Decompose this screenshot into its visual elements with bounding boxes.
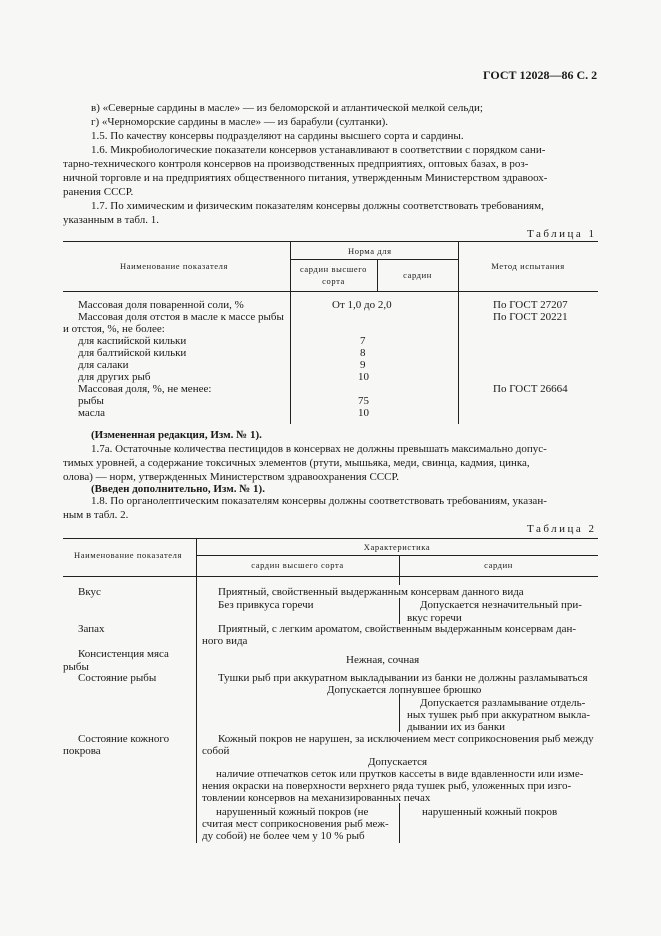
- table2-skin-line2: собой: [202, 745, 230, 757]
- table2-row-taste-name: Вкус: [78, 586, 101, 598]
- para-1-6-line3: ничной торговле и на предприятиях общественного питания, утвержденным Министерством здравоох-: [63, 172, 548, 184]
- para-1-7a-line3: олова) — норм, утвержденных Министерством здравоохранения СССР.: [63, 471, 399, 483]
- table1-row-value: 7: [360, 335, 366, 347]
- table1-row-name: Массовая доля отстоя в масле к массе рыбы: [78, 311, 284, 323]
- table1-row-name: для салаки: [78, 359, 129, 371]
- table2-skin-line1: Кожный покров не нарушен, за исключением мест соприкосновения рыб между: [218, 733, 594, 745]
- table1-row-value: 10: [358, 371, 369, 383]
- table2-header-name: Наименование показателя: [74, 550, 183, 560]
- table2-texture-value: Нежная, сочная: [346, 654, 420, 666]
- para-1-8-line2: ным в табл. 2.: [63, 509, 129, 521]
- table1-row-value: 8: [360, 347, 366, 359]
- table2-row-smell-name: Запах: [78, 623, 105, 635]
- table2-skin-premium-line1: нарушенный кожный покров (не: [216, 806, 369, 818]
- table2-fish-sardines-line3: дывании их из банки: [407, 721, 506, 733]
- table2-header-characteristic: Характеристика: [363, 542, 431, 552]
- table2-skin-marks-line2: нения окраски на поверхности верхнего ряда тушек рыб, уложенных при изго-: [202, 780, 572, 792]
- para-v: в) «Северные сардины в масле» — из беломорской и атлантической мелкой сельди;: [91, 102, 483, 114]
- table1-row-method: По ГОСТ 27207: [493, 299, 568, 311]
- table2-header-sardines: сардин: [484, 560, 513, 570]
- para-1-5: 1.5. По качеству консервы подразделяют на сардины высшего сорта и сардины.: [91, 130, 464, 142]
- table2-taste-premium: Без привкуса горечи: [218, 599, 314, 611]
- table2-taste-sardines-line1: Допускается незначительный при-: [420, 599, 582, 611]
- table2-smell-line2: ного вида: [202, 635, 248, 647]
- table1-row-name: рыбы: [78, 395, 104, 407]
- table2-row-fish-name: Состояние рыбы: [78, 672, 157, 684]
- table1-row-method: По ГОСТ 20221: [493, 311, 568, 323]
- table1-header-name: Наименование показателя: [120, 261, 229, 271]
- table2-row-skin-name: Состояние кожного: [78, 733, 170, 745]
- para-1-6-line1: 1.6. Микробиологические показатели консервов устанавливают в соответствии с порядком сани-: [91, 144, 546, 156]
- table1-row-value: 75: [358, 395, 369, 407]
- table1-row-name: масла: [78, 407, 106, 419]
- para-1-6-line2: тарно-технического контроля консервов на производственных предприятиях, оптовых базах, в роз-: [63, 158, 529, 170]
- page-header: ГОСТ 12028—86 С. 2: [483, 68, 598, 82]
- table1-header-premium-2: сорта: [322, 276, 345, 286]
- table2-fish-both: Допускается лопнувшее брюшко: [327, 684, 482, 696]
- para-g: г) «Черноморские сардины в масле» — из барабули (султанки).: [91, 116, 388, 128]
- table2-fish-sardines-line1: Допускается разламывание отдель-: [420, 697, 586, 709]
- table1-label: Таблица 1: [527, 228, 597, 240]
- table2-taste-both: Приятный, свойственный выдержанным консервам данного вида: [218, 586, 524, 598]
- table2-smell-line1: Приятный, с легким ароматом, свойственным выдержанным консервам дан-: [218, 623, 577, 635]
- table1-row-name: и отстоя, %, не более:: [63, 323, 165, 335]
- table2-row-skin-name-2: покрова: [63, 745, 101, 757]
- table1-row-name: Массовая доля поваренной соли, %: [78, 299, 244, 311]
- table2-row-texture-name: Консистенция мяса: [78, 648, 169, 660]
- table2-skin-marks-line1: наличие отпечатков сеток или прутков кассеты в виде вдавленности или изме-: [216, 768, 584, 780]
- para-1-7-line1: 1.7. По химическим и физическим показателям консервы должны соответствовать требованиям,: [91, 200, 544, 212]
- amendment-note-1: (Измененная редакция, Изм. № 1).: [91, 429, 262, 441]
- table1-header-method: Метод испытания: [491, 261, 565, 271]
- para-1-7-line2: указанным в табл. 1.: [63, 214, 159, 226]
- table2-skin-premium-line3: ду собой) не более чем у 10 % рыб: [202, 830, 365, 842]
- para-1-7a-line1: 1.7а. Остаточные количества пестицидов в консервах не должны превышать максимально допус-: [91, 443, 547, 455]
- table2-skin-allowed: Допускается: [368, 756, 428, 768]
- table2-skin-premium-line2: считая мест соприкосновения рыб меж-: [202, 818, 389, 830]
- table2-header-premium: сардин высшего сорта: [251, 560, 344, 570]
- table1-header-norm: Норма для: [348, 246, 392, 256]
- table2-taste-sardines-line2: вкус горечи: [407, 612, 462, 624]
- table2-label: Таблица 2: [527, 523, 597, 535]
- table1-row-name: для каспийской кильки: [78, 335, 187, 347]
- table1-header-sardines: сардин: [403, 270, 432, 280]
- table1-row-value: От 1,0 до 2,0: [332, 299, 392, 311]
- table2-skin-sardines: нарушенный кожный покров: [422, 806, 558, 818]
- table2-skin-marks-line3: товлении консервов на механизированных печах: [202, 792, 431, 804]
- table2-fish-premium: Тушки рыб при аккуратном выкладывании из банки не должны разламываться: [218, 672, 588, 684]
- table1-row-name: для других рыб: [78, 371, 151, 383]
- table1-row-name: для балтийской кильки: [78, 347, 187, 359]
- table2-fish-sardines-line2: ных тушек рыб при аккуратном выкла-: [407, 709, 591, 721]
- table1-row-name: Массовая доля, %, не менее:: [78, 383, 212, 395]
- amendment-note-2: (Введен дополнительно, Изм. № 1).: [91, 483, 265, 495]
- para-1-6-line4: ранения СССР.: [63, 186, 134, 198]
- table1-row-method: По ГОСТ 26664: [493, 383, 568, 395]
- table2-row-texture-name-2: рыбы: [63, 661, 89, 673]
- para-1-7a-line2: тимых уровней, а содержание токсичных элементов (ртути, мышьяка, меди, свинца, кадмия, цинка,: [63, 457, 530, 469]
- table1-header-premium: сардин высшего: [299, 264, 368, 274]
- para-1-8-line1: 1.8. По органолептическим показателям консервы должны соответствовать требованиям, указан-: [91, 495, 547, 507]
- table1-row-value: 10: [358, 407, 369, 419]
- table1-row-value: 9: [360, 359, 366, 371]
